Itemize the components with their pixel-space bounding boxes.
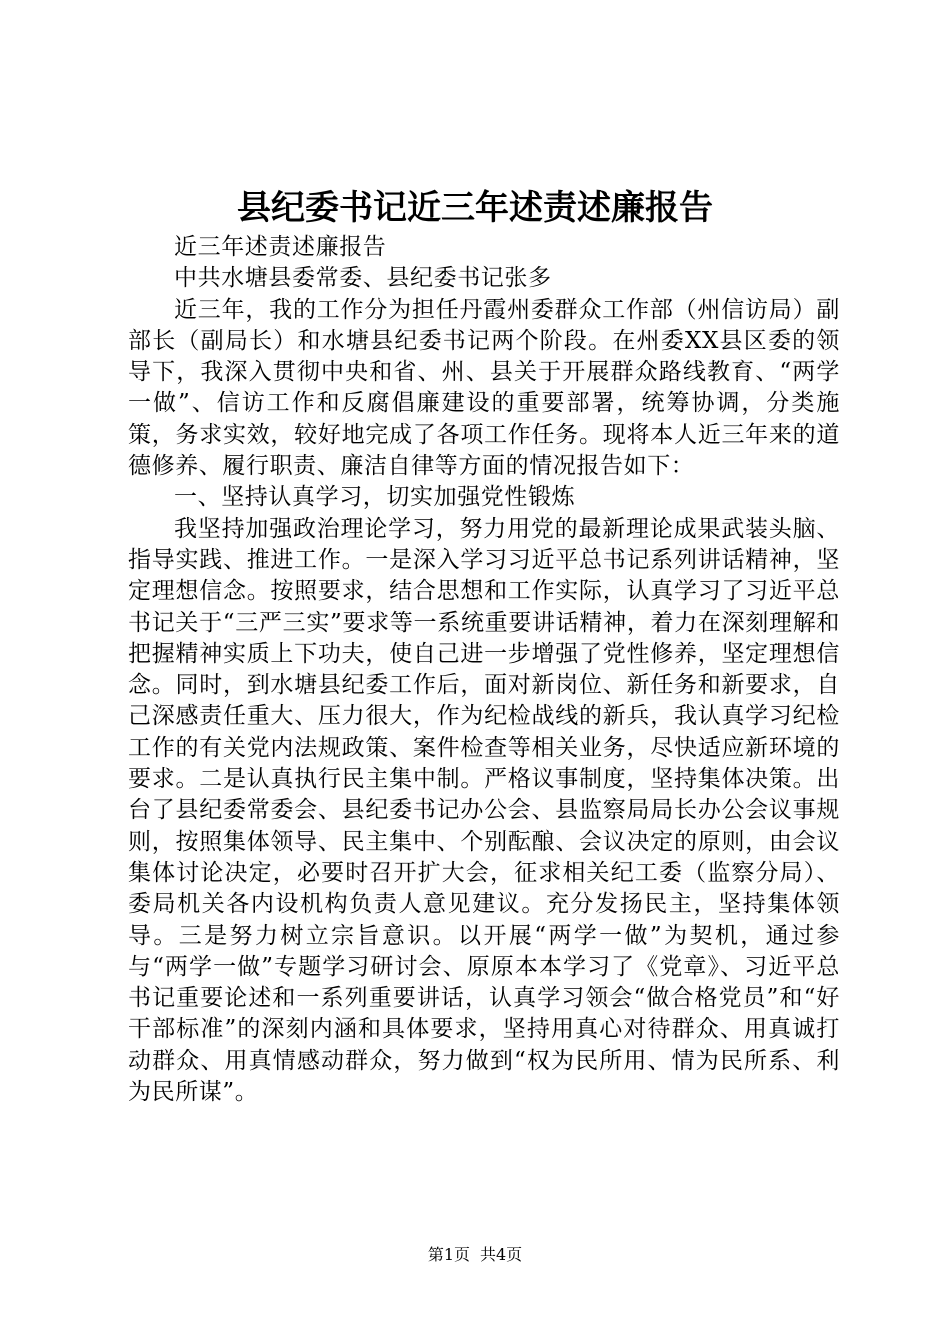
- document-title: 县纪委书记近三年述责述廉报告: [237, 188, 713, 228]
- page-number: 第1页: [427, 1245, 470, 1264]
- page-footer: [0, 1244, 950, 1266]
- report-subtitle: 近三年述责述廉报告: [174, 234, 387, 260]
- page-total: 共4页: [480, 1245, 523, 1264]
- section-heading: 一、坚持认真学习，切实加强党性锻炼: [174, 484, 576, 511]
- intro-paragraph: 近三年，我的工作分为担任丹霞州委群众工作部（州信访局）副部长（副局长）和水塘县纪委书记两个阶段。在州委XX县区委的领导下，我深入贯彻中央和省、州、县关于开展群众路线教育、“两学一做”、信访工作和反腐倡廉建设的重要部署，统筹协调，分类施策，务求实效，较好地完成了各项工作任务。现将本人近三年来的道德修养、履行职责、廉洁自律等方面的情况报告如下：: [128, 296, 840, 480]
- author-line: 中共水塘县委常委、县纪委书记张多: [174, 265, 552, 292]
- document-body: [128, 232, 840, 1108]
- section-body-paragraph: 我坚持加强政治理论学习，努力用党的最新理论成果武装头脑、指导实践、推进工作。一是深入学习习近平总书记系列讲话精神，坚定理想信念。按照要求，结合思想和工作实际，认真学习了习近平总书记关于“三严三实”要求等一系统重要讲话精神，着力在深刻理解和把握精神实质上下功夫，使自己进一步增强了党性修养，坚定理想信念。同时，到水塘县纪委工作后，面对新岗位、新任务和新要求，自己深感责任重大、压力很大，作为纪检战线的新兵，我认真学习纪检工作的有关党内法规政策、案件检查等相关业务，尽快适应新环境的要求。二是认真执行民主集中制。严格议事制度，坚持集体决策。出台了县纪委常委会、县纪委书记办公会、县监察局局长办公会议事规则，按照集体领导、民主集中、个别酝酿、会议决定的原则，由会议集体讨论决定，必要时召开扩大会，征求相关纪工委（监察分局）、委局机关各内设机构负责人意见建议。充分发扬民主，坚持集体领导。三是努力树立宗旨意识。以开展“两学一做”为契机，通过参与“两学一做”专题学习研讨会、原原本本学习了《党章》、习近平总书记重要论述和一系列重要讲话，认真学习领会“做合格党员”和“好干部标准”的深刻内涵和具体要求，坚持用真心对待群众、用真诚打动群众、用真情感动群众，努力做到“权为民所用、情为民所系、利为民所谋”。: [128, 515, 840, 1106]
